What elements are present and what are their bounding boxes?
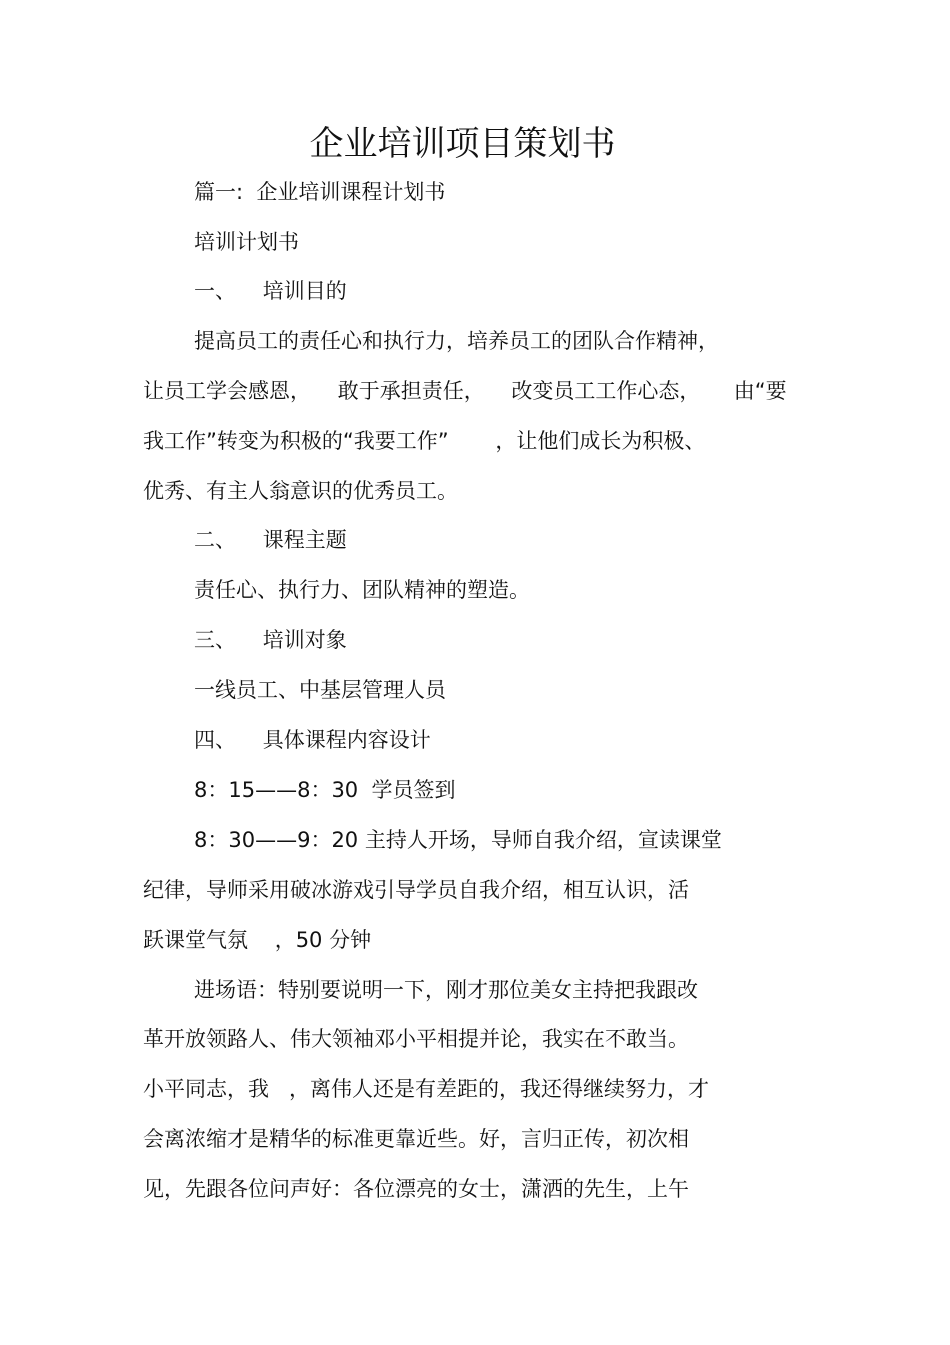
- paragraph-line: 进场语：特别要说明一下，刚才那位美女主持把我跟改: [194, 978, 698, 1002]
- paragraph-line: 小平同志，我 ，离伟人还是有差距的，我还得继续努力，才: [143, 1077, 710, 1101]
- paragraph-line: 见，先跟各位问声好：各位漂亮的女士，潇洒的先生，上午: [143, 1177, 689, 1201]
- schedule-line: 8：30——9：20 主持人开场，导师自我介绍，宣读课堂: [194, 828, 722, 852]
- document-title: 企业培训项目策划书: [309, 124, 616, 164]
- section-heading: 三、 培训对象: [194, 628, 347, 652]
- paragraph-line: 责任心、执行力、团队精神的塑造。: [194, 578, 530, 602]
- paragraph-line: 会离浓缩才是精华的标准更靠近些。好，言归正传，初次相: [143, 1127, 689, 1151]
- paragraph-line: 我工作”转变为积极的“我要工作” ，让他们成长为积极、: [143, 429, 706, 453]
- schedule-line: 8：15——8：30 学员签到: [194, 778, 456, 802]
- paragraph-line: 优秀、有主人翁意识的优秀员工。: [143, 479, 458, 503]
- subheading: 培训计划书: [194, 230, 299, 254]
- paragraph-line: 纪律，导师采用破冰游戏引导学员自我介绍，相互认识，活: [143, 878, 689, 902]
- paragraph-line: 跃课堂气氛 ，50 分钟: [143, 928, 372, 952]
- paragraph-line: 让员工学会感恩， 敢于承担责任， 改变员工工作心态， 由“要: [143, 379, 787, 403]
- section-heading: 二、 课程主题: [194, 528, 347, 552]
- section-heading: 篇一: 企业培训课程计划书: [194, 180, 446, 204]
- section-heading: 一、 培训目的: [194, 279, 347, 303]
- paragraph-line: 提高员工的责任心和执行力，培养员工的团队合作精神，: [194, 329, 719, 353]
- paragraph-line: 革开放领路人、伟大领袖邓小平相提并论，我实在不敢当。: [143, 1027, 689, 1051]
- paragraph-line: 一线员工、中基层管理人员: [194, 678, 446, 702]
- section-heading: 四、 具体课程内容设计: [194, 728, 431, 752]
